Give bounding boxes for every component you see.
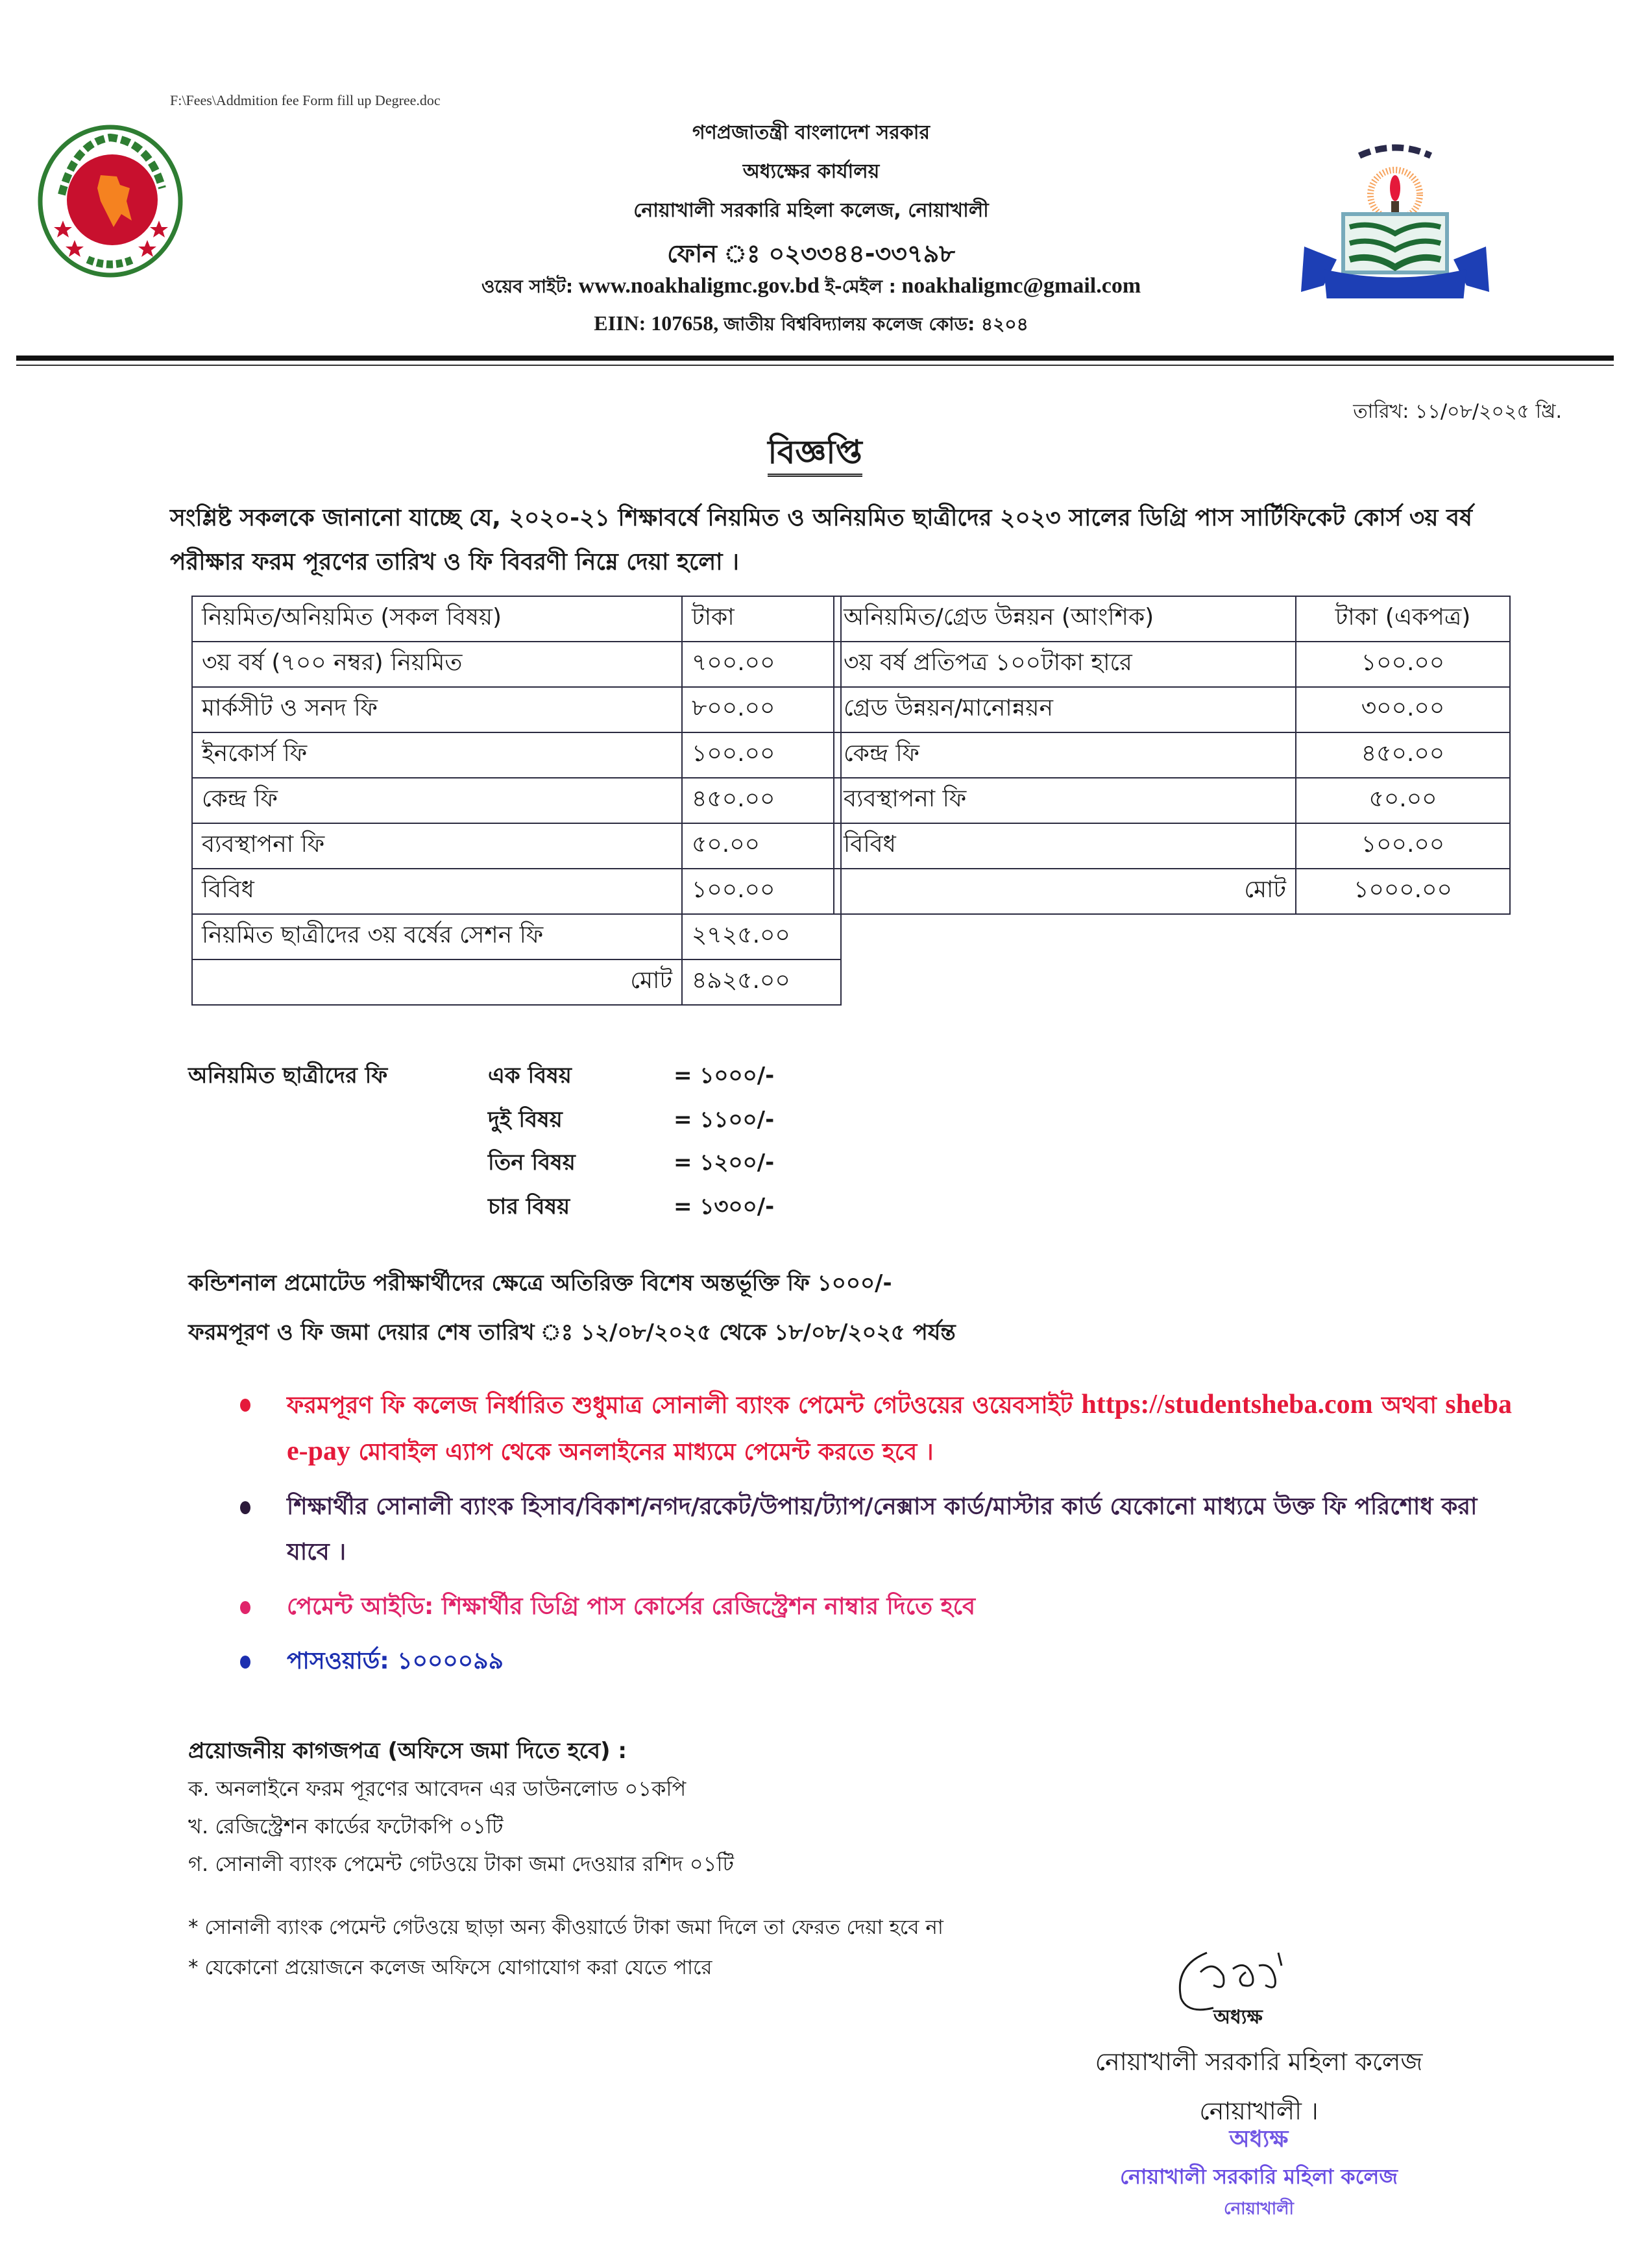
- fee-amount: ১০০.০০: [682, 869, 841, 914]
- table-row: [192, 823, 841, 869]
- document-item: খ. রেজিস্ট্রেশন কার্ডের ফটোকপি ০১টি: [188, 1814, 504, 1839]
- studentsheba-link[interactable]: https://studentsheba.com: [1081, 1390, 1373, 1419]
- bullet-dot-icon: [240, 1501, 250, 1514]
- required-documents: [188, 1732, 734, 1883]
- subject-fee: = ১০০০/-: [674, 1063, 775, 1089]
- total-label: মোট: [192, 959, 682, 1005]
- signatory-college: নোয়াখালী সরকারি মহিলা কলেজ: [1095, 2047, 1423, 2076]
- file-path: F:\Fees\Addmition fee Form fill up Degree.doc: [170, 92, 441, 108]
- table-row: [834, 732, 1510, 778]
- fee-amount: ১০০.০০: [1296, 642, 1510, 687]
- fee-amount: ৮০০.০০: [682, 687, 841, 732]
- conditional-promotion-note: কন্ডিশনাল প্রমোটেড পরীক্ষার্থীদের ক্ষেত্রে অতিরিক্ত বিশেষ অন্তর্ভূক্তি ফি ১০০০/-: [188, 1270, 892, 1296]
- stamp-line: অধ্যক্ষ: [1229, 2126, 1289, 2153]
- signatory-city: নোয়াখালী ।: [1199, 2097, 1319, 2125]
- bullet-dot-icon: [240, 1656, 250, 1669]
- fee-amount: ৪৫০.০০: [1296, 732, 1510, 778]
- fee-label: কেন্দ্র ফি: [192, 778, 682, 823]
- fee-label: মার্কসীট ও সনদ ফি: [192, 687, 682, 732]
- table-row: [834, 687, 1510, 732]
- subject-count: এক বিষয়: [488, 1063, 572, 1089]
- table-total-row: [192, 959, 841, 1005]
- bullet-text: ফরমপূরণ ফি কলেজ নির্ধারিত শুধুমাত্র সোনালী ব্যাংক পেমেন্ট গেটওয়ের ওয়েবসাইট: [287, 1392, 1073, 1419]
- fee-amount: ৭০০.০০: [682, 642, 841, 687]
- subject-fee: = ১৩০০/-: [674, 1194, 775, 1220]
- regular-fee-table: [191, 596, 842, 1006]
- table-row: [192, 642, 841, 687]
- college-code: জাতীয় বিশ্ববিদ্যালয় কলেজ কোড: ৪২০৪: [724, 313, 1028, 335]
- header-phone: ফোন ঃ ০২৩৩৪৪-৩৩৭৯৮: [667, 239, 955, 268]
- table-row: [834, 778, 1510, 823]
- table-header-row: [192, 596, 841, 642]
- fee-amount: ১০০.০০: [1296, 823, 1510, 869]
- subject-fee: = ১১০০/-: [674, 1107, 775, 1133]
- bullet-text: পাসওয়ার্ড: ১০০০০৯৯: [287, 1648, 504, 1674]
- table-header: টাকা: [682, 596, 841, 642]
- fee-amount: ২৭২৫.০০: [682, 914, 841, 959]
- stamp-line: নোয়াখালী: [1224, 2199, 1294, 2219]
- header-contact: [195, 272, 1428, 303]
- table-header: অনিয়মিত/গ্রেড উন্নয়ন (আংশিক): [834, 596, 1296, 642]
- document-item: ক. অনলাইনে ফরম পূরণের আবেদন এর ডাউনলোড ০১কপি: [188, 1776, 687, 1801]
- fee-amount: ৪৫০.০০: [682, 778, 841, 823]
- table-row: [192, 778, 841, 823]
- notice-intro: সংশ্লিষ্ট সকলকে জানানো যাচ্ছে যে, ২০২০-২১ শিক্ষাবর্ষে নিয়মিত ও অনিয়মিত ছাত্রীদের ২০২৩ সালের ডিগ্রি পাস সার্টিফিকেট কোর্স ৩য় বর্ষ পরীক্ষার ফরম পূরণের তারিখ ও ফি বিবরণী নিম্নে দেয়া হলো ।: [170, 505, 1472, 575]
- payment-instructions: [240, 1382, 1512, 1693]
- total-label: মোট: [834, 869, 1296, 914]
- bullet-text: মোবাইল এ্যাপ থেকে অনলাইনের মাধ্যমে পেমেন্ট করতে হবে ।: [358, 1439, 934, 1466]
- stamp-line: নোয়াখালী সরকারি মহিলা কলেজ: [1120, 2164, 1398, 2189]
- website-link[interactable]: www.noakhaligmc.gov.bd: [578, 274, 820, 298]
- government-seal-icon: [36, 123, 185, 279]
- table-row: [192, 687, 841, 732]
- signatory-title: অধ্যক্ষ: [1213, 2006, 1263, 2029]
- table-total-row: [834, 869, 1510, 914]
- fee-label: ইনকোর্স ফি: [192, 732, 682, 778]
- bullet-payment-methods: [240, 1484, 1512, 1575]
- bullet-text: শিক্ষার্থীর সোনালী ব্যাংক হিসাব/বিকাশ/নগদ/রকেট/উপায়/ট্যাপ/নেক্সাস কার্ড/মাস্টার কার্ড যেকোনো মাধ্যমে উক্ত ফি পরিশোধ করা যাবে ।: [287, 1493, 1478, 1565]
- notice-title: [0, 428, 1630, 482]
- fee-label: ব্যবস্থাপনা ফি: [192, 823, 682, 869]
- subject-fee: = ১২০০/-: [674, 1150, 775, 1176]
- header-codes: [195, 310, 1428, 341]
- header-divider: [16, 356, 1614, 361]
- required-documents-heading: প্রয়োজনীয় কাগজপত্র (অফিসে জমা দিতে হবে) :: [188, 1738, 627, 1764]
- total-amount: ৪৯২৫.০০: [682, 959, 841, 1005]
- table-header: নিয়মিত/অনিয়মিত (সকল বিষয়): [192, 596, 682, 642]
- fee-label: ৩য় বর্ষ প্রতিপত্র ১০০টাকা হারে: [834, 642, 1296, 687]
- table-row: [834, 642, 1510, 687]
- table-row: [192, 732, 841, 778]
- partial-fee-table: [833, 596, 1511, 915]
- bullet-password: [240, 1639, 1512, 1684]
- subject-count: চার বিষয়: [488, 1194, 570, 1220]
- table-header-row: [834, 596, 1510, 642]
- fee-label: বিবিধ: [192, 869, 682, 914]
- header-government: গণপ্রজাতন্ত্রী বাংলাদেশ সরকার: [692, 121, 930, 144]
- fee-label: নিয়মিত ছাত্রীদের ৩য় বর্ষের সেশন ফি: [192, 914, 682, 959]
- official-stamp: [1077, 2121, 1441, 2224]
- email-link[interactable]: noakhaligmc@gmail.com: [901, 274, 1141, 298]
- table-row: [834, 823, 1510, 869]
- header-office: অধ্যক্ষের কার্যালয়: [742, 160, 880, 183]
- bullet-text: পেমেন্ট আইডি: শিক্ষার্থীর ডিগ্রি পাস কোর্সের রেজিস্ট্রেশন নাম্বার দিতে হবে: [287, 1593, 976, 1620]
- government-seal-logo: [36, 123, 185, 279]
- submission-deadline: ফরমপূরণ ও ফি জমা দেয়ার শেষ তারিখ ঃ ১২/০৮/২০২৫ থেকে ১৮/০৮/২০২৫ পর্যন্ত: [188, 1320, 956, 1345]
- subject-count: তিন বিষয়: [488, 1150, 576, 1176]
- table-row: [192, 914, 841, 959]
- footnote: * সোনালী ব্যাংক পেমেন্ট গেটওয়ে ছাড়া অন্য কীওয়ার্ডে টাকা জমা দিলে তা ফেরত দেয়া হবে না: [188, 1916, 943, 1939]
- email-label: ই-মেইল :: [825, 276, 896, 297]
- footnote: * যেকোনো প্রয়োজনে কলেজ অফিসে যোগাযোগ করা যেতে পারে: [188, 1956, 712, 1979]
- notice-title-text: বিজ্ঞপ্তি: [768, 433, 862, 477]
- sheba-epay-app: sheba e-pay: [287, 1390, 1512, 1466]
- table-header: টাকা (একপত্র): [1296, 596, 1510, 642]
- irregular-fee-lead: অনিয়মিত ছাত্রীদের ফি: [188, 1063, 388, 1089]
- eiin: EIIN: 107658,: [594, 311, 719, 335]
- bullet-text: অথবা: [1381, 1392, 1437, 1419]
- notice-date: তারিখ: ১১/০৮/২০২৫ খ্রি.: [1353, 400, 1562, 423]
- fee-label: গ্রেড উন্নয়ন/মানোন্নয়ন: [834, 687, 1296, 732]
- fee-amount: ৩০০.০০: [1296, 687, 1510, 732]
- fee-amount: ৫০.০০: [682, 823, 841, 869]
- website-label: ওয়েব সাইট:: [481, 276, 574, 297]
- total-amount: ১০০০.০০: [1296, 869, 1510, 914]
- bullet-payment-id: [240, 1584, 1512, 1630]
- table-row: [192, 869, 841, 914]
- header-divider-thin: [16, 365, 1614, 366]
- bullet-dot-icon: [240, 1601, 250, 1614]
- fee-amount: ৫০.০০: [1296, 778, 1510, 823]
- fee-label: ব্যবস্থাপনা ফি: [834, 778, 1296, 823]
- document-item: গ. সোনালী ব্যাংক পেমেন্ট গেটওয়ে টাকা জমা দেওয়ার রশিদ ০১টি: [188, 1852, 734, 1876]
- fee-label: কেন্দ্র ফি: [834, 732, 1296, 778]
- footnotes: [188, 1907, 943, 1988]
- bullet-dot-icon: [240, 1399, 250, 1412]
- fee-label: বিবিধ: [834, 823, 1296, 869]
- subject-count: দুই বিষয়: [488, 1107, 563, 1133]
- bullet-payment-gateway: [240, 1382, 1512, 1475]
- fee-label: ৩য় বর্ষ (৭০০ নম্বর) নিয়মিত: [192, 642, 682, 687]
- header-college: নোয়াখালী সরকারি মহিলা কলেজ, নোয়াখালী: [633, 199, 989, 222]
- fee-amount: ১০০.০০: [682, 732, 841, 778]
